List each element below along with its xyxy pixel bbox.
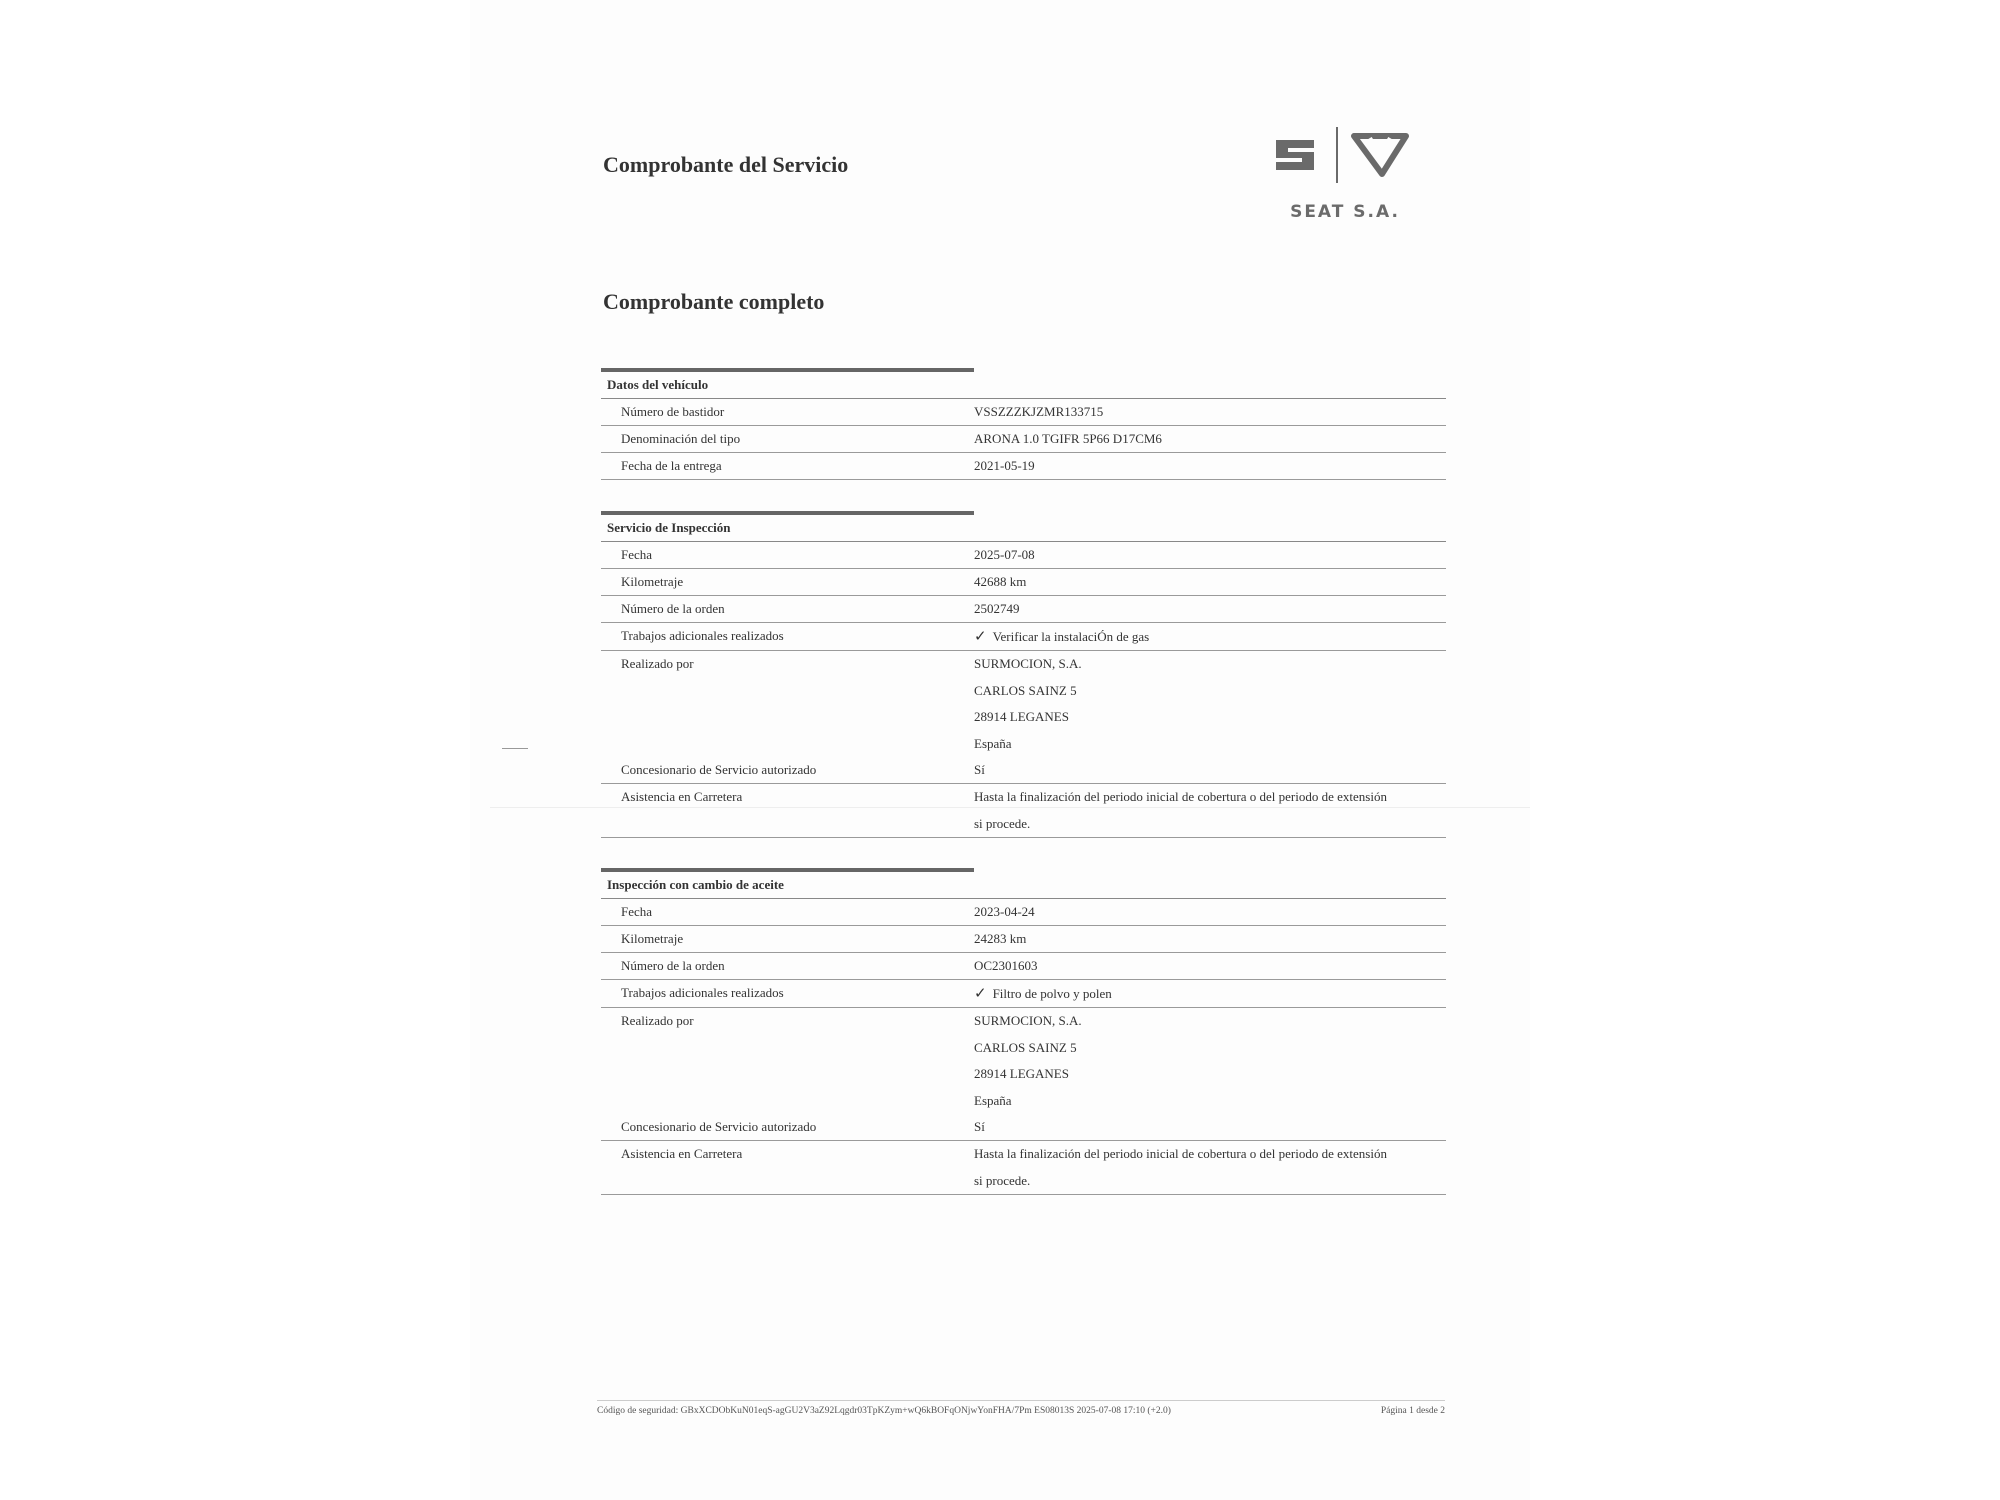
table-row <box>601 980 1446 1008</box>
row-value <box>974 651 1446 757</box>
checkmark-icon: ✓ <box>974 627 987 645</box>
table-row <box>601 623 1446 651</box>
address-line: SURMOCION, S.A. <box>974 656 1082 671</box>
row-value: ARONA 1.0 TGIFR 5P66 D17CM6 <box>974 431 1162 446</box>
row-label: Trabajos adicionales realizados <box>621 628 784 643</box>
page-number: Página 1 desde 2 <box>1380 1406 1445 1416</box>
row-value: OC2301603 <box>974 958 1038 973</box>
logo-caption: SEAT S.A. <box>1290 202 1400 222</box>
table-row <box>601 453 1446 480</box>
row-value: Sí <box>974 1119 985 1134</box>
row-value <box>974 1008 1446 1114</box>
oil-change-section <box>601 868 1446 1195</box>
security-code: Código de seguridad: GBxXCDObKuN01eqS-agGU2V3aZ92Lqgdr03TpKZym+wQ6kBOFqONjwYonFHA/7Pm ES08013S 2025-07-08 17:10 (+2.0) <box>597 1406 1171 1416</box>
checkmark-icon: ✓ <box>974 984 987 1002</box>
document-subtitle: Comprobante completo <box>603 289 825 314</box>
page-footer <box>597 1400 1445 1416</box>
table-row <box>601 426 1446 453</box>
row-label: Concesionario de Servicio autorizado <box>621 762 817 777</box>
table-row <box>601 399 1446 426</box>
row-label: Fecha <box>621 547 653 562</box>
address-line: España <box>974 1092 1012 1108</box>
scan-margin-mark <box>502 748 528 749</box>
table-row <box>601 1008 1446 1114</box>
row-value <box>974 784 1446 837</box>
row-label: Número de la orden <box>621 958 725 973</box>
section-heading: Inspección con cambio de aceite <box>601 872 1446 899</box>
section-heading: Servicio de Inspección <box>601 515 1446 542</box>
table-row <box>601 651 1446 757</box>
work-item: Verificar la instalaciÓn de gas <box>992 629 1150 644</box>
row-value: VSSZZZKJZMR133715 <box>974 404 1104 419</box>
row-label: Trabajos adicionales realizados <box>621 985 784 1000</box>
row-label: Fecha <box>621 904 653 919</box>
address-line: España <box>974 735 1012 751</box>
table-row <box>601 784 1446 838</box>
assistance-line: si procede. <box>974 815 1031 831</box>
row-label: Kilometraje <box>621 931 684 946</box>
row-label: Fecha de la entrega <box>621 458 722 473</box>
address-line: 28914 LEGANES <box>974 709 1069 724</box>
address-line: CARLOS SAINZ 5 <box>974 682 1077 698</box>
address-line: SURMOCION, S.A. <box>974 1013 1082 1028</box>
row-value <box>974 980 1446 1007</box>
row-value: 2023-04-24 <box>974 904 1035 919</box>
table-row <box>601 1114 1446 1141</box>
row-label: Asistencia en Carretera <box>621 789 743 804</box>
row-label: Asistencia en Carretera <box>621 1146 743 1161</box>
row-label: Kilometraje <box>621 574 684 589</box>
table-row <box>601 542 1446 569</box>
seat-cupra-logo-icon <box>1270 124 1420 204</box>
row-label: Realizado por <box>621 656 694 671</box>
section-heading: Datos del vehículo <box>601 372 1446 399</box>
table-row <box>601 596 1446 623</box>
row-label: Número de bastidor <box>621 404 725 419</box>
row-label: Número de la orden <box>621 601 725 616</box>
inspection-section <box>601 511 1446 838</box>
row-value <box>974 623 1446 650</box>
table-row <box>601 926 1446 953</box>
row-value: 24283 km <box>974 931 1027 946</box>
vehicle-section <box>601 368 1446 480</box>
address-line: 28914 LEGANES <box>974 1066 1069 1081</box>
assistance-line: si procede. <box>974 1172 1031 1188</box>
table-row <box>601 899 1446 926</box>
row-label: Denominación del tipo <box>621 431 741 446</box>
work-item: Filtro de polvo y polen <box>992 986 1112 1001</box>
assistance-line: Hasta la finalización del periodo inicial de cobertura o del periodo de extensión <box>974 1146 1387 1161</box>
table-row <box>601 569 1446 596</box>
row-value: 2502749 <box>974 601 1020 616</box>
table-row <box>601 953 1446 980</box>
row-label: Concesionario de Servicio autorizado <box>621 1119 817 1134</box>
row-value: 2021-05-19 <box>974 458 1035 473</box>
assistance-line: Hasta la finalización del periodo inicial de cobertura o del periodo de extensión <box>974 789 1387 804</box>
seat-cupra-logo <box>1270 124 1420 234</box>
address-line: CARLOS SAINZ 5 <box>974 1039 1077 1055</box>
row-value <box>974 1141 1446 1194</box>
table-row <box>601 1141 1446 1195</box>
row-value: Sí <box>974 762 985 777</box>
document-title: Comprobante del Servicio <box>603 152 849 177</box>
table-row <box>601 757 1446 784</box>
row-label: Realizado por <box>621 1013 694 1028</box>
row-value: 2025-07-08 <box>974 547 1035 562</box>
row-value: 42688 km <box>974 574 1027 589</box>
